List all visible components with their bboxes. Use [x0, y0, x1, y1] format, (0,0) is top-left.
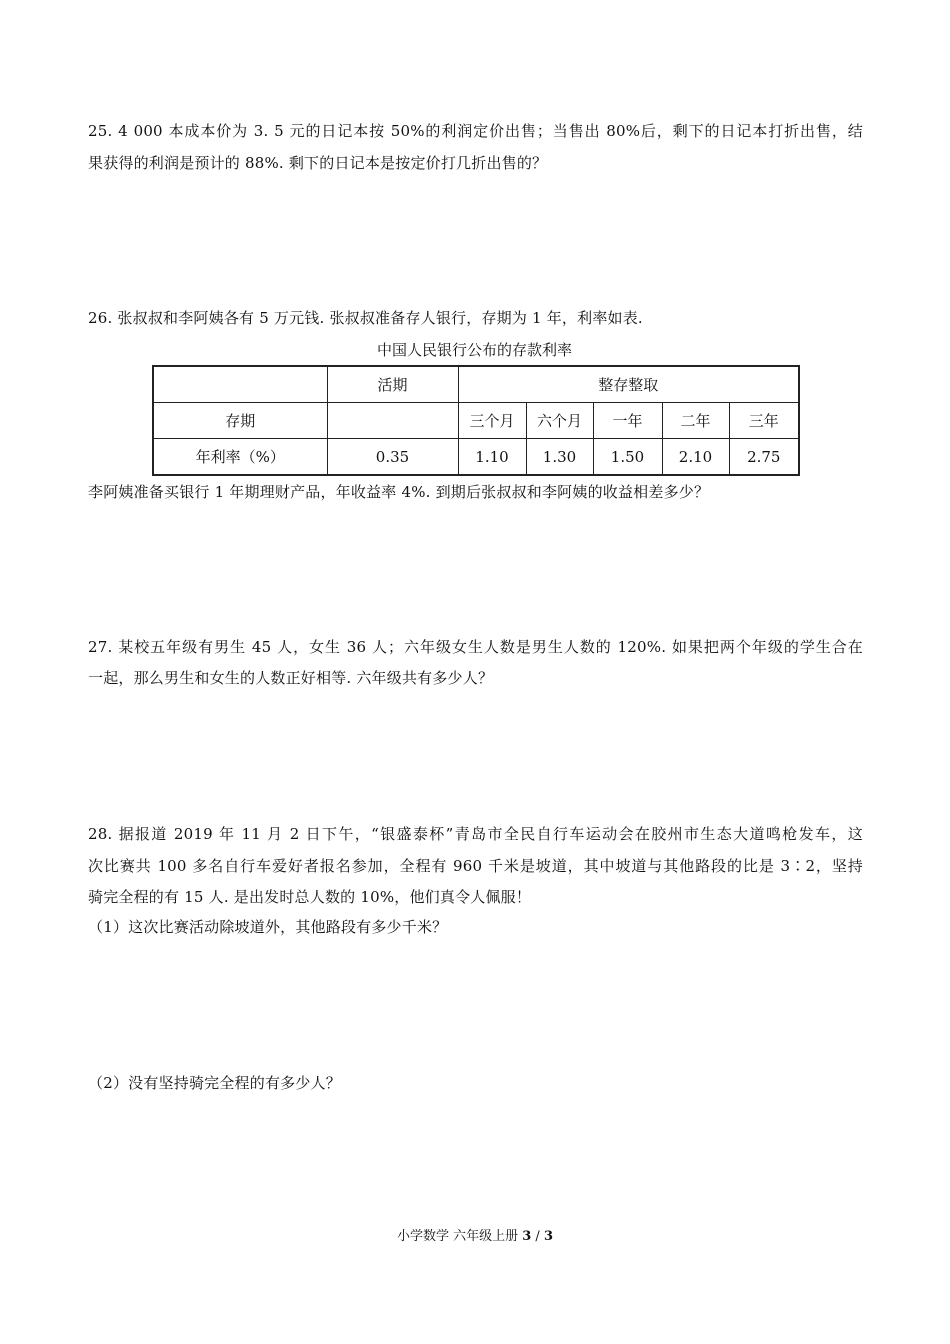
- table-term: 三个月: [458, 403, 526, 439]
- interest-rate-table: [152, 365, 800, 476]
- q28-line-2: 次比赛共 100 多名自行车爱好者报名参加，全程有 960 千米是坡道，其中坡道与其他路段的比是 3∶2，坚持: [88, 857, 863, 875]
- table-empty-cell: [327, 403, 458, 439]
- table-term: 三年: [729, 403, 799, 439]
- table-header-current: 活期: [327, 366, 458, 403]
- table-term: 六个月: [526, 403, 593, 439]
- table-rate: 2.75: [729, 439, 799, 476]
- q25-line-2: 果获得的利润是预计的 88%. 剩下的日记本是按定价打几折出售的？: [88, 154, 548, 172]
- q28-line-1: 28. 据报道 2019 年 11 月 2 日下午，“银盛泰杯”青岛市全民自行车运动会在胶州市生态大道鸣枪发车，这: [88, 825, 863, 843]
- footer-page-total: 3: [543, 1229, 553, 1244]
- q28-sub-question-1: （1）这次比赛活动除坡道外，其他路段有多少千米？: [88, 918, 448, 936]
- table-header-fixed: 整存整取: [458, 366, 799, 403]
- q25-line-1: 25. 4 000 本成本价为 3. 5 元的日记本按 50%的利润定价出售；当售出 80%后，剩下的日记本打折出售，结: [88, 122, 863, 140]
- table-row-rates: [153, 439, 799, 476]
- page-footer: [0, 1228, 950, 1246]
- table-term-label: 存期: [153, 403, 327, 439]
- footer-text: 小学数学 六年级上册: [396, 1229, 523, 1244]
- table-title: 中国人民银行公布的存款利率: [376, 341, 572, 359]
- q26-line-1: 26. 张叔叔和李阿姨各有 5 万元钱. 张叔叔准备存人银行，存期为 1 年，利率如表.: [88, 309, 643, 327]
- table-row-header: [153, 366, 799, 403]
- table-term: 二年: [662, 403, 729, 439]
- table-row-terms: [153, 403, 799, 439]
- table-rate: 1.30: [526, 439, 593, 476]
- footer-page-number: 3: [522, 1229, 532, 1244]
- q27-line-1: 27. 某校五年级有男生 45 人，女生 36 人；六年级女生人数是男生人数的 120%. 如果把两个年级的学生合在: [88, 638, 863, 656]
- table-term: 一年: [593, 403, 662, 439]
- table-rate: 2.10: [662, 439, 729, 476]
- table-current-rate: 0.35: [327, 439, 458, 476]
- q28-line-3: 骑完全程的有 15 人. 是出发时总人数的 10%，他们真令人佩服！: [88, 888, 532, 906]
- q26-line-2: 李阿姨准备买银行 1 年期理财产品，年收益率 4%. 到期后张叔叔和李阿姨的收益相差多少？: [88, 483, 710, 501]
- q27-line-2: 一起，那么男生和女生的人数正好相等. 六年级共有多少人？: [88, 669, 494, 687]
- footer-separator: /: [531, 1229, 544, 1244]
- table-rate-label: 年利率（%）: [153, 439, 327, 476]
- q28-sub-question-2: （2）没有坚持骑完全程的有多少人？: [88, 1074, 341, 1092]
- table-rate: 1.10: [458, 439, 526, 476]
- table-corner-cell: [153, 366, 327, 403]
- table-rate: 1.50: [593, 439, 662, 476]
